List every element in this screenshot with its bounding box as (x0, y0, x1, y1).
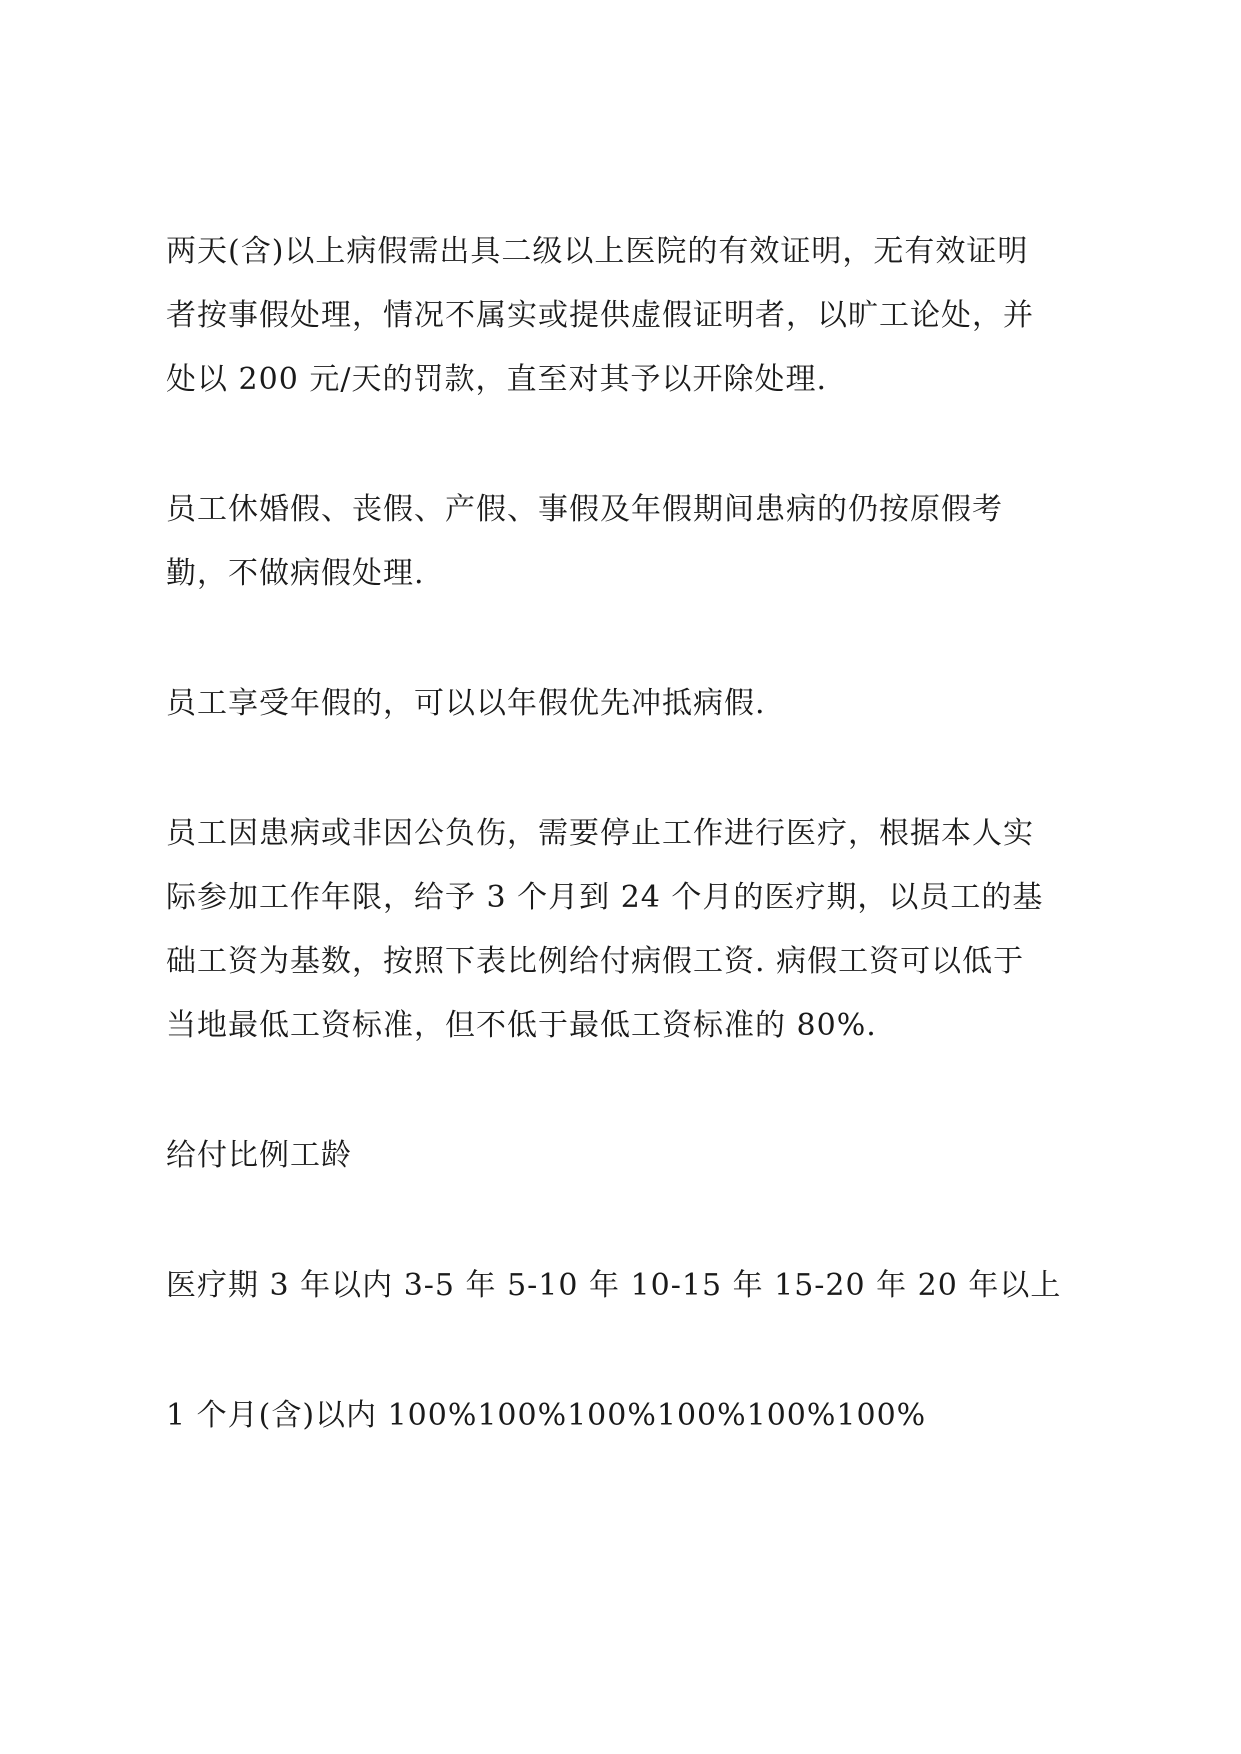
table-data-row: 1 个月(含)以内 100%100%100%100%100%100% (166, 1398, 927, 1433)
paragraph-1-line-2: 者按事假处理，情况不属实或提供虚假证明者，以旷工论处，并 (166, 298, 1034, 333)
paragraph-2-line-1: 员工休婚假、丧假、产假、事假及年假期间患病的仍按原假考 (166, 492, 1003, 527)
paragraph-4-line-1: 员工因患病或非因公负伤，需要停止工作进行医疗，根据本人实 (166, 816, 1034, 851)
table-header-row: 医疗期 3 年以内 3-5 年 5-10 年 10-15 年 15-20 年 20 年以上 (166, 1268, 1062, 1303)
paragraph-2-line-2: 勤，不做病假处理. (166, 556, 425, 591)
paragraph-4-line-2: 际参加工作年限，给予 3 个月到 24 个月的医疗期，以员工的基 (166, 880, 1044, 915)
paragraph-3-line-1: 员工享受年假的，可以以年假优先冲抵病假. (166, 686, 766, 721)
paragraph-4-line-4: 当地最低工资标准，但不低于最低工资标准的 80%. (166, 1008, 877, 1043)
table-caption: 给付比例工龄 (166, 1138, 352, 1173)
paragraph-1-line-1: 两天(含)以上病假需出具二级以上医院的有效证明，无有效证明 (166, 234, 1029, 269)
paragraph-4-line-3: 础工资为基数，按照下表比例给付病假工资. 病假工资可以低于 (166, 944, 1025, 979)
paragraph-1-line-3: 处以 200 元/天的罚款，直至对其予以开除处理. (166, 362, 827, 397)
